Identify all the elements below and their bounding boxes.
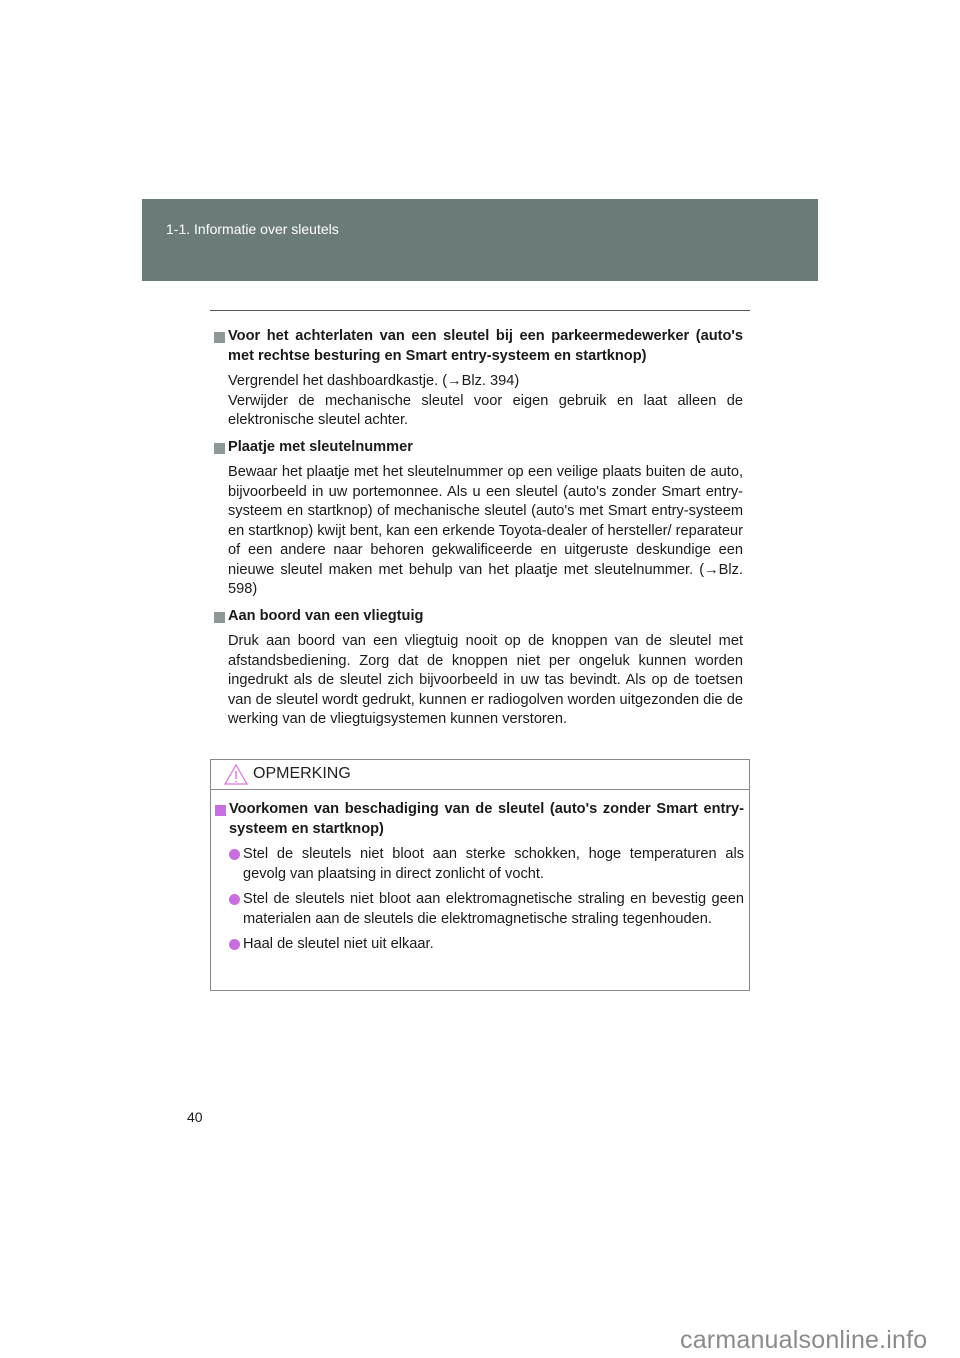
list-item-text: Stel de sleutels niet bloot aan elektromagnetische straling en bevestig geen materialen aan de sleutels die elektromagnetische straling tegenhouden. bbox=[243, 891, 744, 927]
list-item bbox=[229, 845, 744, 884]
notice-box bbox=[210, 759, 750, 991]
watermark: carmanualsonline.info bbox=[680, 1326, 928, 1354]
page-number: 40 bbox=[187, 1109, 203, 1125]
dot-bullet-icon bbox=[229, 849, 240, 860]
notice-heading: Voorkomen van beschadiging van de sleutel (auto's zonder Smart entry-systeem en startknop) bbox=[229, 801, 744, 837]
dot-bullet-icon bbox=[229, 894, 240, 905]
dot-bullet-icon bbox=[229, 939, 240, 950]
section-airplane bbox=[228, 607, 743, 730]
main-content bbox=[228, 327, 743, 737]
section-valet bbox=[228, 327, 743, 431]
paragraph: Druk aan boord van een vliegtuig nooit op de knoppen van de sleutel met afstandsbediening. Zorg dat de knoppen niet per ongeluk kunnen worden ingedrukt als de sleutel zich bijvoorbeeld in uw tas bevindt. Als op de toetsen van de sleutel wordt gedrukt, kunnen er radiogolven worden uitgezonden die de werking van de vliegtuigsystemen kunnen verstoren. bbox=[228, 633, 743, 727]
square-bullet-icon bbox=[214, 612, 225, 623]
notice-header bbox=[211, 760, 749, 790]
list-item bbox=[229, 935, 744, 955]
section-heading: Plaatje met sleutelnummer bbox=[228, 438, 413, 455]
paragraph: Bewaar het plaatje met het sleutelnummer op een veilige plaats buiten de auto, bijvoorbeeld in uw portemonnee. Als u een sleutel (auto's zonder Smart entry-systeem en startknop) of mechanische sleutel (auto's met Smart entry-systeem en startknop) kwijt bent, kan een erkende Toyota-dealer of hersteller/ reparateur of een andere naar behoren gekwalificeerde en uitgeruste deskundige een nieuwe sleutel maken met behulp van het plaatje met sleutelnummer. (→Blz. 598) bbox=[228, 464, 743, 597]
square-bullet-icon bbox=[215, 805, 226, 816]
warning-triangle-icon bbox=[224, 764, 248, 785]
paragraph: Vergrendel het dashboardkastje. (→Blz. 394) bbox=[228, 373, 520, 389]
notice-body bbox=[229, 800, 744, 962]
square-bullet-icon bbox=[214, 443, 225, 454]
list-item bbox=[229, 890, 744, 929]
section-heading: Aan boord van een vliegtuig bbox=[228, 607, 424, 624]
section-title: 1-1. Informatie over sleutels bbox=[166, 221, 339, 237]
section-key-number-plate bbox=[228, 438, 743, 600]
section-heading: Voor het achterlaten van een sleutel bij een parkeermedewerker (auto's met rechtse besturing en Smart entry-systeem en startknop) bbox=[228, 328, 743, 364]
square-bullet-icon bbox=[214, 332, 225, 343]
list-item-text: Haal de sleutel niet uit elkaar. bbox=[243, 936, 434, 952]
notice-section bbox=[229, 800, 744, 955]
chapter-header bbox=[142, 199, 818, 281]
paragraph: Verwijder de mechanische sleutel voor eigen gebruik en laat alleen de elektronische sleutel achter. bbox=[228, 392, 743, 428]
list-item-text: Stel de sleutels niet bloot aan sterke schokken, hoge temperaturen als gevolg van plaatsing in direct zonlicht of vocht. bbox=[243, 846, 744, 882]
notice-title: OPMERKING bbox=[253, 765, 351, 782]
divider bbox=[210, 310, 750, 311]
